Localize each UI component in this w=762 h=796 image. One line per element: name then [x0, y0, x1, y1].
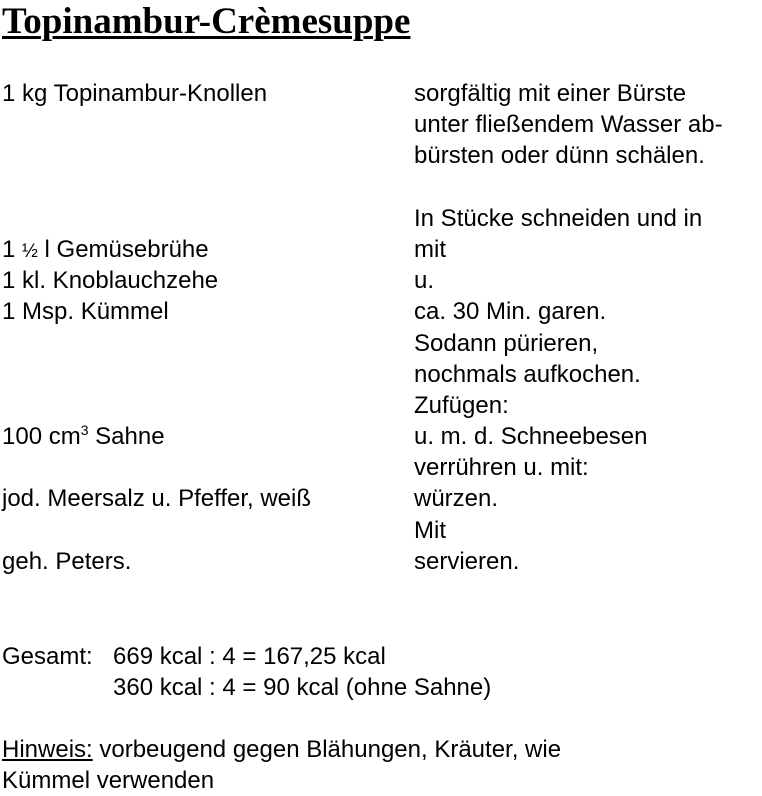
instruction-line: ca. 30 Min. garen.: [414, 298, 607, 326]
ingredient-kuemmel: 1 Msp. Kümmel: [2, 298, 169, 326]
instruction-line: verrühren u. mit:: [414, 454, 589, 482]
instruction-line: bürsten oder dünn schälen.: [414, 142, 705, 170]
instruction-line: u. m. d. Schneebesen: [414, 423, 648, 451]
note-text-continued: Kümmel verwenden: [2, 767, 215, 794]
note-label: Hinweis:: [2, 736, 93, 763]
instruction-line: servieren.: [414, 547, 520, 575]
instruction-line: Sodann pürieren,: [414, 329, 599, 357]
ingredient-sahne: 100 $cm^3$ Sahne: [2, 422, 165, 451]
instruction-line: unter fließendem Wasser ab-: [414, 111, 723, 139]
note-text: vorbeugend gegen Blähungen, Kräuter, wie: [92, 736, 562, 763]
instruction-line: würzen.: [414, 485, 499, 513]
instruction-line: sorgfältig mit einer Bürste: [414, 80, 687, 107]
ingredient-meersalz-pfeffer: jod. Meersalz u. Pfeffer, weiß: [2, 485, 312, 513]
instructions-column: [414, 78, 759, 577]
totals-with-cream: 669 kcal : 4 = 167,25 kcal: [113, 643, 386, 670]
note: [2, 734, 561, 796]
ingredient-petersilie: geh. Peters.: [2, 547, 132, 575]
instruction-line: In Stücke schneiden und in: [414, 204, 703, 232]
instruction-line: Mit: [414, 516, 446, 544]
recipe-title: Topinambur-Crèmesuppe: [2, 1, 411, 42]
instruction-line: nochmals aufkochen.: [414, 360, 641, 388]
ingredient-gemuesebruehe: 1 ½ l Gemüsebrühe: [2, 235, 209, 263]
totals-label: Gesamt:: [2, 643, 93, 670]
ingredient-knoblauchzehe: 1 kl. Knoblauchzehe: [2, 267, 219, 295]
totals-without-cream: 360 kcal : 4 = 90 kcal (ohne Sahne): [113, 674, 492, 701]
instruction-line: mit: [414, 235, 446, 263]
ingredients-column: [2, 78, 402, 577]
instruction-line: u.: [414, 267, 435, 295]
ingredient-topinambur: 1 kg Topinambur-Knollen: [2, 80, 268, 107]
instruction-line: Zufügen:: [414, 391, 509, 419]
instruction-line: [414, 172, 759, 203]
